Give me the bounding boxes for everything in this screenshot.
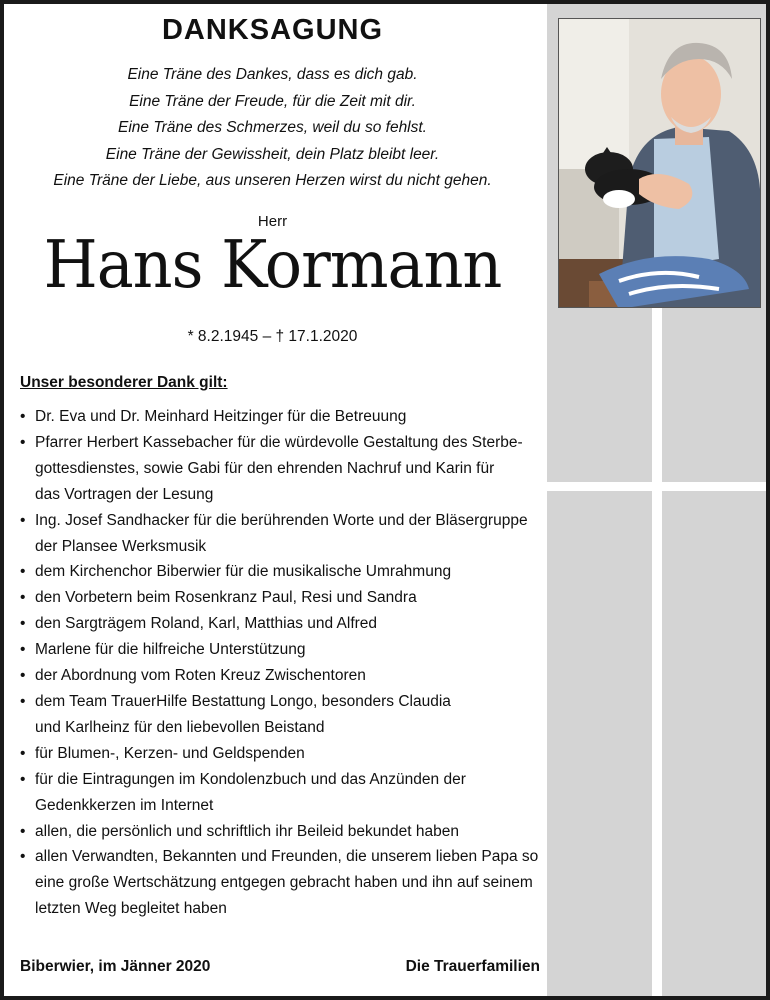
portrait-photo [558, 18, 761, 308]
bullet-icon: • [20, 667, 26, 685]
list-item: • dem Team TrauerHilfe Bestattung Longo, besonders Claudia und Karlheinz für den liebevollen Beistand [20, 689, 540, 741]
bullet-icon: • [20, 511, 26, 529]
thanks-heading: Unser besonderer Dank gilt: [20, 374, 228, 391]
bullet-icon: • [20, 563, 26, 581]
bullet-icon: • [20, 433, 26, 451]
list-item: • dem Kirchenchor Biberwier für die musikalische Umrahmung [20, 559, 540, 585]
list-item: • Marlene für die hilfreiche Unterstützung [20, 637, 540, 663]
poem-line: Eine Träne der Freude, für die Zeit mit dir. [129, 92, 416, 110]
bullet-icon: • [20, 822, 26, 840]
poem-line: Eine Träne der Gewissheit, dein Platz bleibt leer. [105, 145, 440, 163]
bullet-icon: • [20, 589, 26, 607]
poem-line: Eine Träne des Dankes, dass es dich gab. [127, 66, 418, 83]
page-title: DANKSAGUNG [161, 14, 384, 46]
cross-vertical-bar [652, 308, 662, 996]
bullet-icon: • [20, 848, 26, 866]
list-item: • für Blumen-, Kerzen- und Geldspenden [20, 741, 540, 767]
list-item: • der Abordnung vom Roten Kreuz Zwischentoren [20, 663, 540, 689]
poem [0, 62, 545, 195]
signature: Die Trauerfamilien [405, 958, 540, 975]
list-item: • Dr. Eva und Dr. Meinhard Heitzinger für die Betreuung [20, 404, 540, 430]
poem-line: Eine Träne der Liebe, aus unseren Herzen wirst du nicht gehen. [53, 172, 492, 189]
list-item: • Pfarrer Herbert Kassebacher für die würdevolle Gestaltung des Sterbe- gottesdienstes, sowie Gabi für den ehrenden Nachruf und Karin für das Vortragen der Lesung [20, 430, 540, 508]
list-item: • den Vorbetern beim Rosenkranz Paul, Resi und Sandra [20, 585, 540, 611]
deceased-name: Hans Kormann [43, 226, 502, 303]
cross-horizontal-bar [547, 482, 766, 491]
bullet-icon: • [20, 408, 26, 425]
bullet-icon: • [20, 615, 26, 633]
list-item: • für die Eintragungen im Kondolenzbuch und das Anzünden der Gedenkkerzen im Internet [20, 767, 540, 819]
bullet-icon: • [20, 744, 26, 762]
bullet-icon: • [20, 692, 26, 710]
list-item: • allen, die persönlich und schriftlich ihr Beileid bekundet haben [20, 819, 540, 845]
bullet-icon: • [20, 770, 26, 788]
list-item: • den Sargträgem Roland, Karl, Matthias und Alfred [20, 611, 540, 637]
poem-line: Eine Träne des Schmerzes, weil du so fehlst. [118, 119, 427, 136]
bullet-icon: • [20, 641, 26, 659]
life-dates: * 8.2.1945 – † 17.1.2020 [187, 328, 358, 345]
thanks-list [20, 404, 540, 922]
list-item: • allen Verwandten, Bekannten und Freunden, die unserem lieben Papa so eine große Wertschätzung entgegen gebracht haben und ihn auf seinem letzten Weg begleitet haben [20, 844, 540, 922]
place-date: Biberwier, im Jänner 2020 [20, 958, 211, 975]
salutation: Herr [257, 213, 288, 230]
list-item: • Ing. Josef Sandhacker für die berührenden Worte und der Bläsergruppe der Plansee Werksmusik [20, 508, 540, 560]
